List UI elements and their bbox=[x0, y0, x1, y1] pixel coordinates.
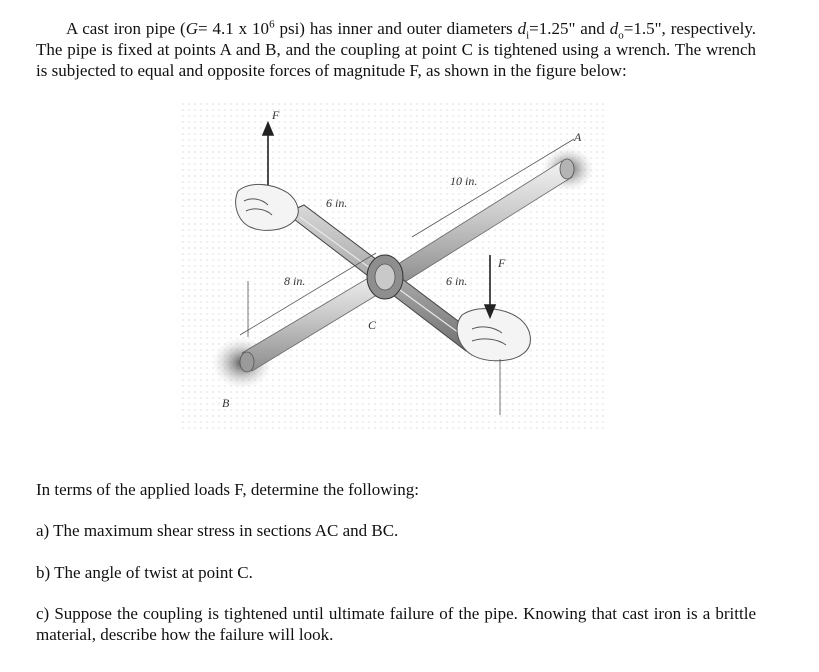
label-dim-10in: 10 in. bbox=[450, 174, 478, 188]
questions-lead: In terms of the applied loads F, determine the following: bbox=[36, 480, 419, 499]
label-point-c: C bbox=[368, 318, 377, 332]
question-a: a) The maximum shear stress in sections AC and BC. bbox=[36, 521, 399, 540]
shear-modulus-symbol: G bbox=[185, 19, 198, 38]
label-dim-8in: 8 in. bbox=[284, 274, 306, 288]
label-point-a: A bbox=[574, 130, 582, 144]
label-point-b: B bbox=[222, 396, 230, 410]
pipe-wrench-figure bbox=[180, 101, 604, 433]
inner-diameter-symbol: d bbox=[517, 19, 527, 38]
label-force-top: F bbox=[272, 108, 280, 122]
outer-diameter-symbol: d bbox=[609, 19, 619, 38]
figure-illustration bbox=[180, 101, 604, 433]
coupling-c bbox=[367, 255, 403, 299]
question-c: c) Suppose the coupling is tightened until ultimate failure of the pipe. Knowing that cast iron is a brittle material, describe how the failure will look. bbox=[36, 604, 756, 644]
exponent: 6 bbox=[269, 18, 275, 31]
label-dim-6in-upper: 6 in. bbox=[326, 196, 348, 210]
label-dim-6in-lower: 6 in. bbox=[446, 274, 468, 288]
problem-statement: A cast iron pipe (G= 4.1 x $10^6$ psi) has inner and outer diameters $d_i=1.25$" and $d_o=1.5$", respectively. The pipe is fixed at points A and B, and the coupling at point C is tightened using a wrench. The wrench is subjected to equal and opposite forces of magnitude F, as shown in the figure below: bbox=[36, 18, 756, 80]
question-b: b) The angle of twist at point C. bbox=[36, 563, 253, 582]
label-force-bottom: F bbox=[498, 256, 506, 270]
